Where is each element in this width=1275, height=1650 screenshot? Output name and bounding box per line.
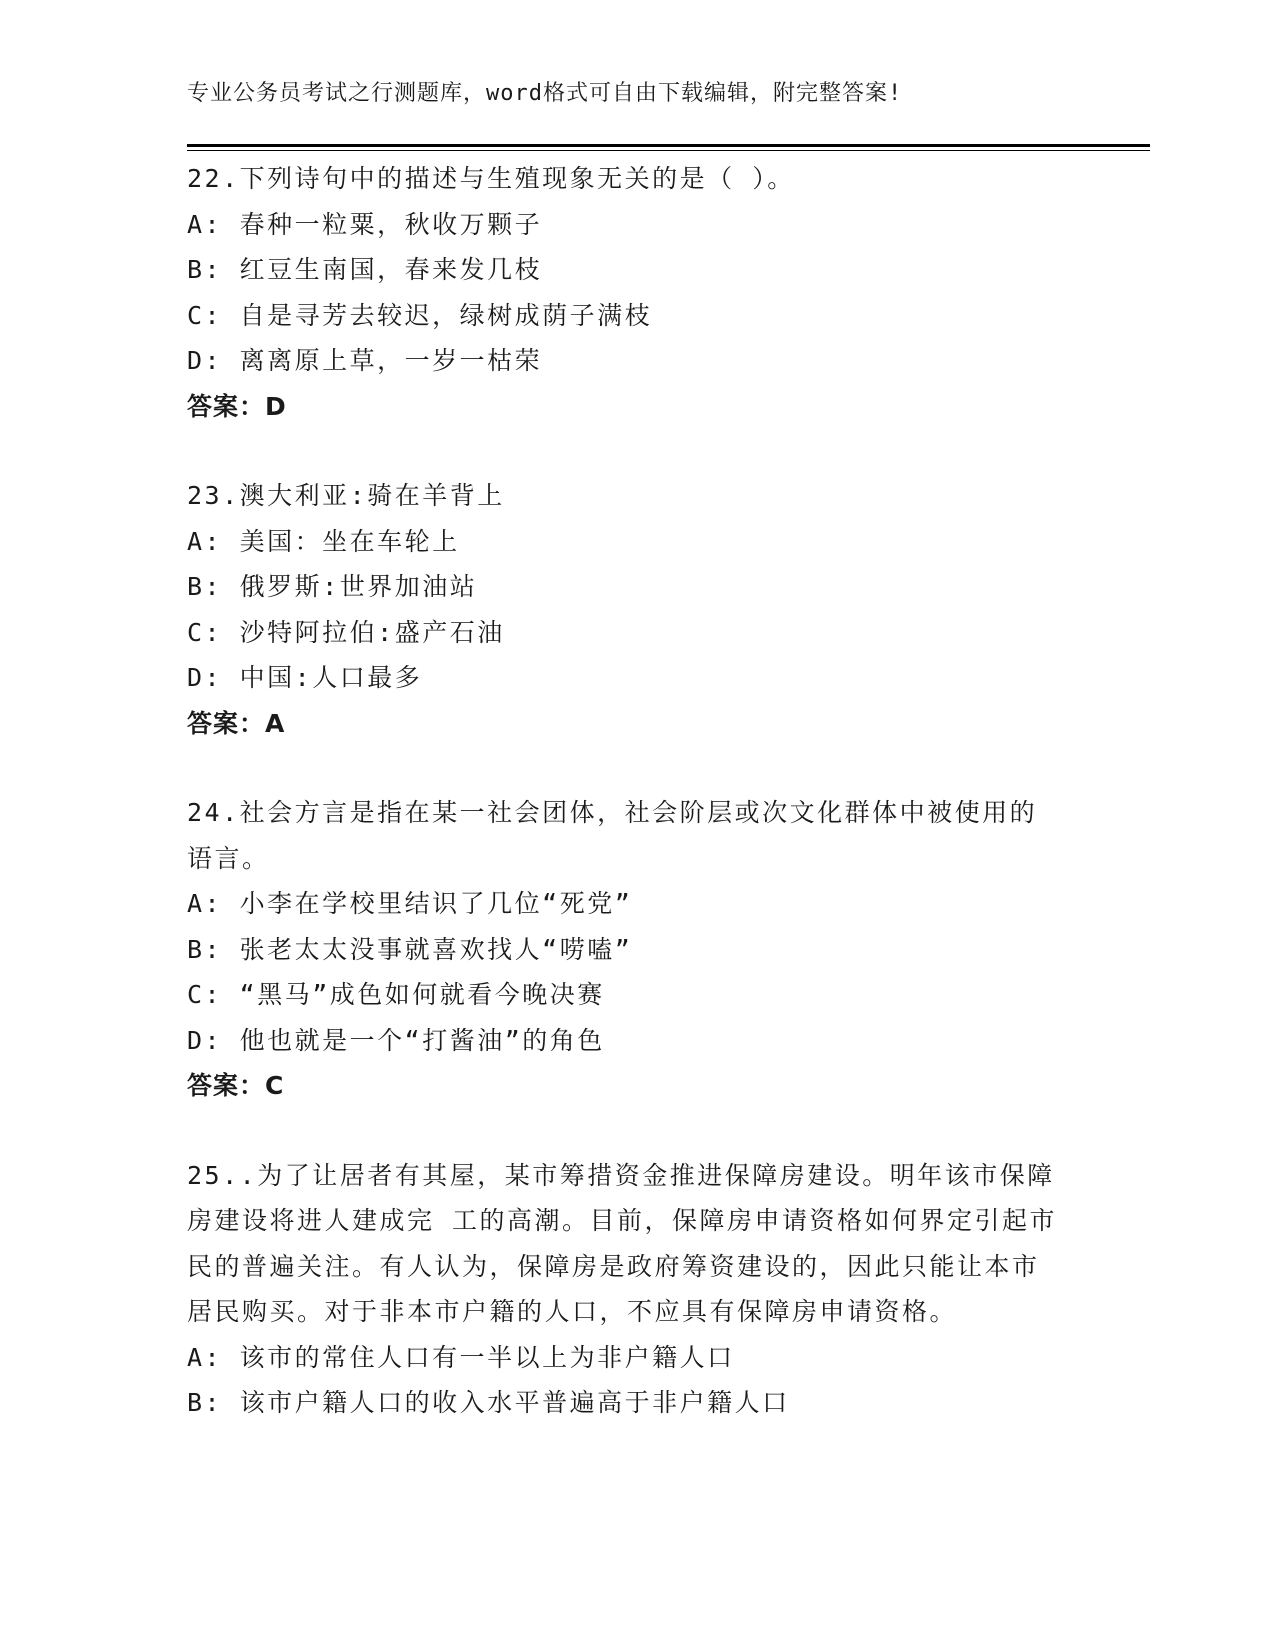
option-b: B: 俄罗斯:世界加油站 bbox=[187, 572, 478, 601]
option-c: C: 沙特阿拉伯:盛产石油 bbox=[187, 617, 505, 647]
page-header: 专业公务员考试之行测题库，word格式可自由下载编辑，附完整答案! bbox=[187, 81, 903, 106]
option-b: B: 该市户籍人口的收入水平普遍高于非户籍人口 bbox=[187, 1388, 790, 1417]
question-stem: 23.澳大利亚:骑在羊背上 bbox=[187, 481, 505, 510]
question-stem: 25..为了让居者有其屋，某市筹措资金推进保障房建设。明年该市保障房建设将进人建成完 工的高潮。目前，保障房申请资格如何界定引起市民的普遍关注。有人认为，保障房是政府筹资建设的，因此只能让本市居民购买。对于非本市户籍的人口，不应具有保障房申请资格。 bbox=[187, 1160, 1058, 1326]
option-c: C: 自是寻芳去较迟，绿树成荫子满枝 bbox=[187, 300, 653, 330]
header-rule-thick bbox=[187, 144, 1150, 147]
option-d: D: 中国:人口最多 bbox=[187, 663, 423, 692]
answer-line: 答案：D bbox=[187, 391, 287, 421]
option-a: A: 小李在学校里结识了几位“死党” bbox=[187, 889, 633, 918]
option-c: C: “黑马”成色如何就看今晚决赛 bbox=[187, 980, 605, 1009]
question-23 bbox=[187, 473, 1087, 746]
option-b: B: 红豆生南国，春来发几枝 bbox=[187, 255, 543, 284]
option-d: D: 他也就是一个“打酱油”的角色 bbox=[187, 1025, 605, 1055]
answer-line: 答案：A bbox=[187, 708, 286, 738]
question-stem: 22.下列诗句中的描述与生殖现象无关的是（ ）。 bbox=[187, 164, 795, 193]
option-b: B: 张老太太没事就喜欢找人“唠嗑” bbox=[187, 934, 633, 964]
option-a: A: 该市的常住人口有一半以上为非户籍人口 bbox=[187, 1342, 735, 1372]
question-list bbox=[187, 156, 1087, 1470]
question-stem: 24.社会方言是指在某一社会团体，社会阶层或次文化群体中被使用的语言。 bbox=[187, 798, 1038, 873]
question-22 bbox=[187, 156, 1087, 429]
option-d: D: 离离原上草，一岁一枯荣 bbox=[187, 346, 543, 375]
answer-line: 答案：C bbox=[187, 1071, 285, 1100]
question-24 bbox=[187, 790, 1087, 1109]
option-a: A: 春种一粒粟，秋收万颗子 bbox=[187, 209, 543, 239]
question-25 bbox=[187, 1153, 1087, 1426]
option-a: A: 美国：坐在车轮上 bbox=[187, 526, 460, 556]
header-rule-thin bbox=[187, 150, 1150, 151]
